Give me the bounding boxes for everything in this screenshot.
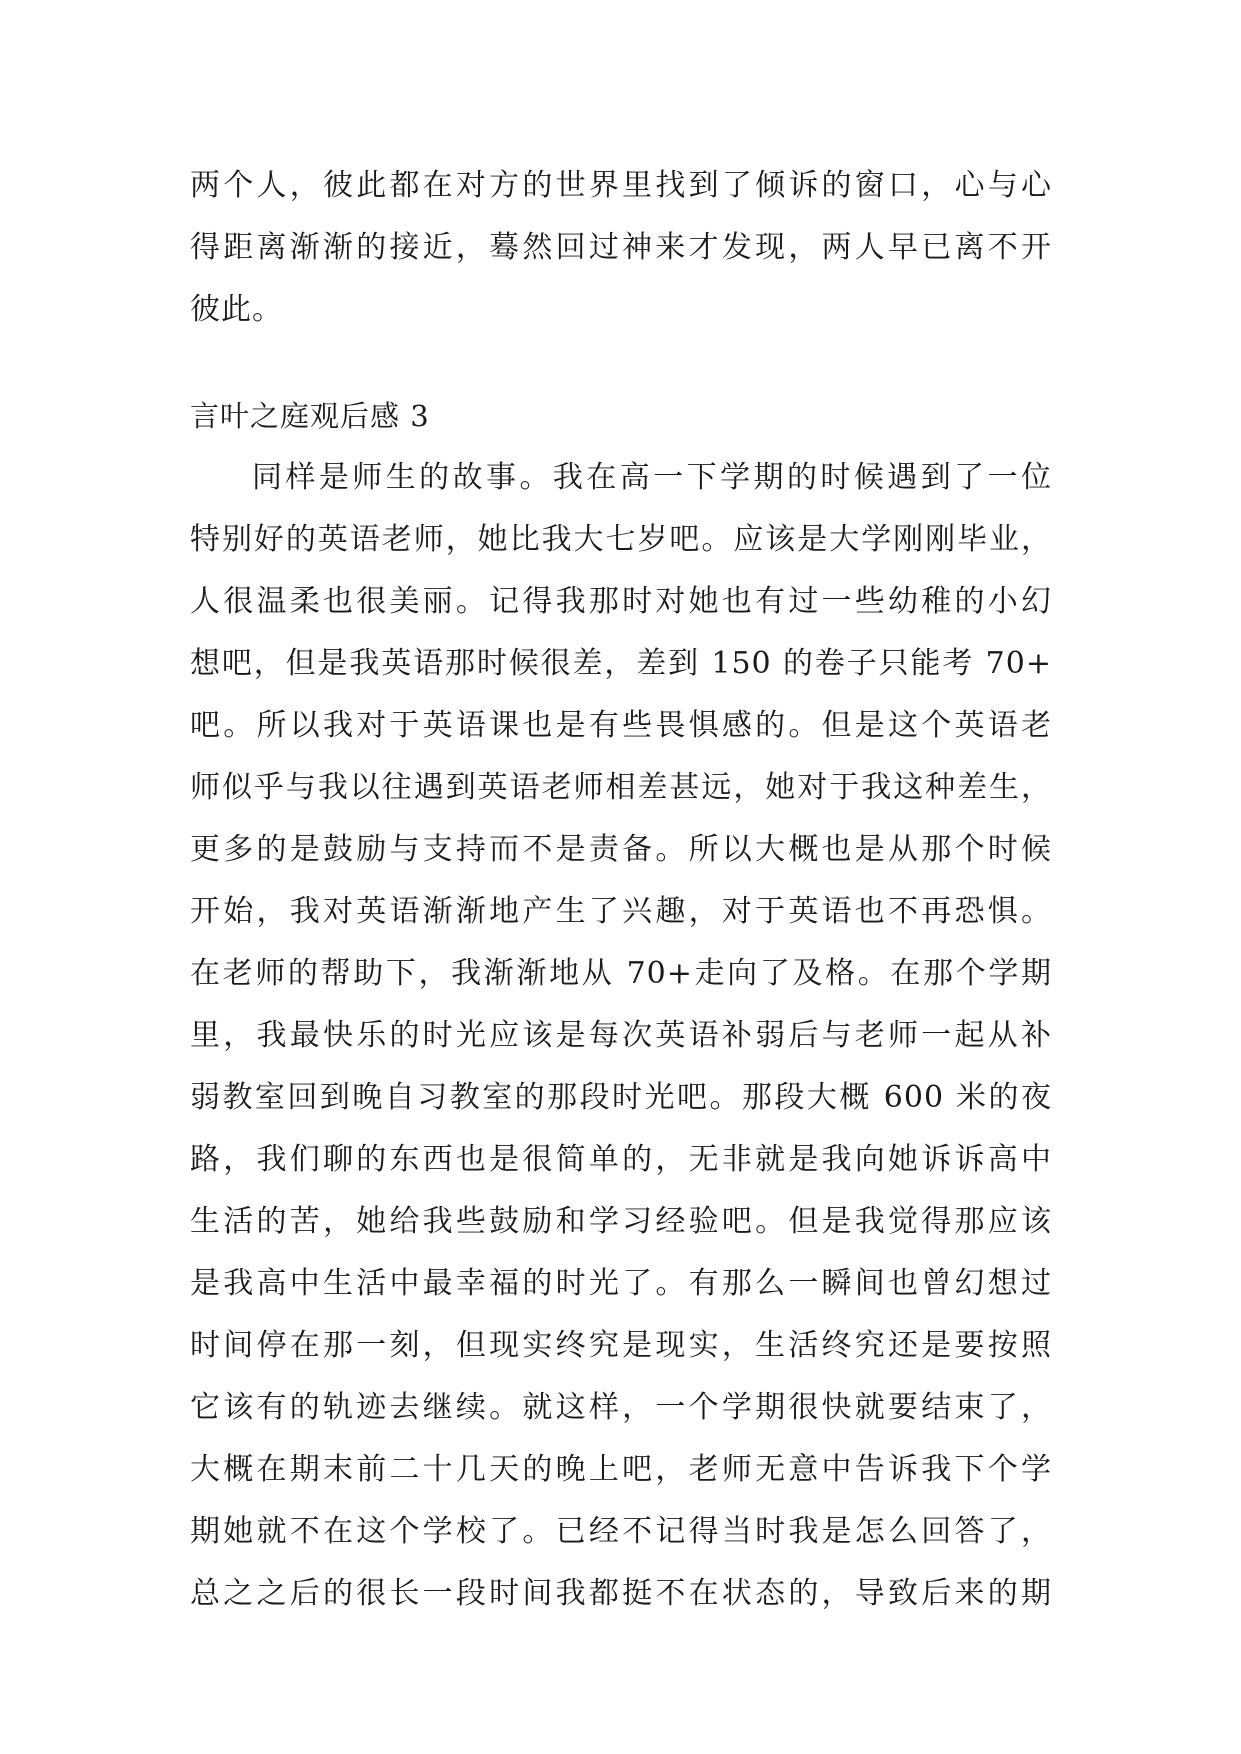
text-line: 时间停在那一刻，但现实终究是现实，生活终究还是要按照 bbox=[190, 1328, 1052, 1363]
text-line: 人很温柔也很美丽。记得我那时对她也有过一些幼稚的小幻 bbox=[190, 584, 1052, 619]
text-line: 两个人，彼此都在对方的世界里找到了倾诉的窗口，心与心 bbox=[190, 168, 1052, 203]
text-line: 同样是师生的故事。我在高一下学期的时候遇到了一位 bbox=[252, 460, 1052, 495]
text-line: 生活的苦，她给我些鼓励和学习经验吧。但是我觉得那应该 bbox=[190, 1204, 1052, 1239]
text-line: 总之之后的很长一段时间我都挺不在状态的，导致后来的期 bbox=[190, 1576, 1052, 1611]
text-line: 师似乎与我以往遇到英语老师相差甚远，她对于我这种差生， bbox=[190, 770, 1052, 805]
text-line: 里，我最快乐的时光应该是每次英语补弱后与老师一起从补 bbox=[190, 1018, 1052, 1053]
text-line: 吧。所以我对于英语课也是有些畏惧感的。但是这个英语老 bbox=[190, 708, 1052, 743]
text-line: 得距离渐渐的接近，蓦然回过神来才发现，两人早已离不开 bbox=[190, 230, 1052, 265]
text-line: 期她就不在这个学校了。已经不记得当时我是怎么回答了， bbox=[190, 1514, 1052, 1549]
text-line: 开始，我对英语渐渐地产生了兴趣，对于英语也不再恐惧。 bbox=[190, 894, 1052, 929]
body-paragraph bbox=[190, 447, 1052, 1625]
text-line: 弱教室回到晚自习教室的那段时光吧。那段大概 600 米的夜 bbox=[190, 1080, 1052, 1115]
text-line: 大概在期末前二十几天的晚上吧，老师无意中告诉我下个学 bbox=[190, 1452, 1052, 1487]
intro-paragraph bbox=[190, 155, 1052, 341]
text-line: 特别好的英语老师，她比我大七岁吧。应该是大学刚刚毕业， bbox=[190, 522, 1052, 557]
text-line: 路，我们聊的东西也是很简单的，无非就是我向她诉诉高中 bbox=[190, 1142, 1052, 1177]
text-line: 在老师的帮助下，我渐渐地从 70+走向了及格。在那个学期 bbox=[190, 956, 1052, 991]
section-heading: 言叶之庭观后感 3 bbox=[190, 399, 430, 433]
text-line: 彼此。 bbox=[190, 292, 283, 327]
text-line: 是我高中生活中最幸福的时光了。有那么一瞬间也曾幻想过 bbox=[190, 1266, 1052, 1301]
section-3 bbox=[190, 385, 1052, 1625]
text-line: 更多的是鼓励与支持而不是责备。所以大概也是从那个时候 bbox=[190, 832, 1052, 867]
text-line: 它该有的轨迹去继续。就这样，一个学期很快就要结束了， bbox=[190, 1390, 1052, 1425]
text-line: 想吧，但是我英语那时候很差，差到 150 的卷子只能考 70+ bbox=[190, 646, 1052, 681]
